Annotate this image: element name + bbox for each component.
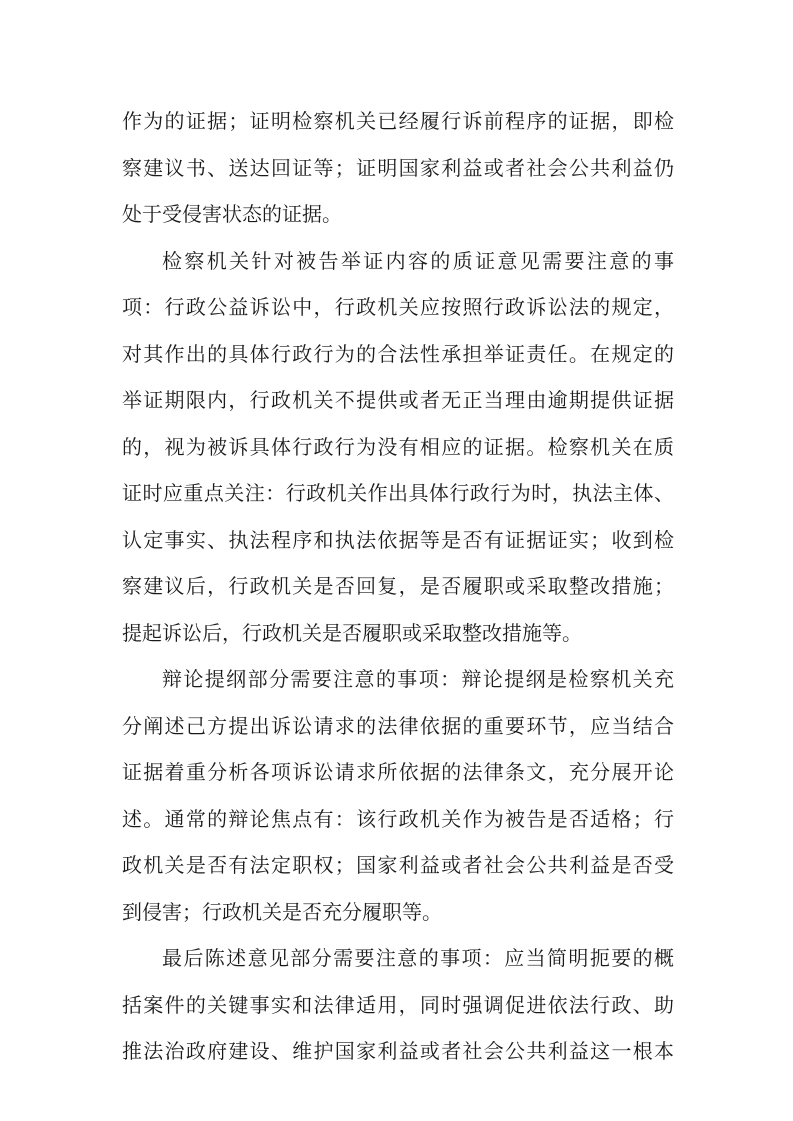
text-line: 最后陈述意见部分需要注意的事项：应当简明扼要的概 [162,946,674,970]
paragraph-debate-outline [122,656,674,935]
text-line: 察建议书、送达回证等；证明国家利益或者社会公共利益仍 [122,155,674,180]
text-line: 括案件的关键事实和法律适用，同时强调促进依法行政、助 [122,992,674,1017]
text-line: 举证期限内，行政机关不提供或者无正当理由逾期提供证据 [122,388,674,412]
text-line: 辩论提纲部分需要注意的事项：辩论提纲是检察机关充 [162,667,674,691]
text-line: 到侵害；行政机关是否充分履职等。 [122,899,442,924]
document-body [122,98,674,1075]
text-line: 述。通常的辩论焦点有：该行政机关作为被告是否适格；行 [122,806,674,831]
text-line: 证时应重点关注：行政机关作出具体行政行为时，执法主体、 [122,481,674,505]
paragraph-evidence-continuation [122,98,674,238]
text-line: 处于受侵害状态的证据。 [122,202,342,226]
text-line: 分阐述己方提出诉讼请求的法律依据的重要环节，应当结合 [122,713,674,738]
text-line: 政机关是否有法定职权；国家利益或者社会公共利益是否受 [122,853,674,877]
text-line: 作为的证据；证明检察机关已经履行诉前程序的证据，即检 [122,109,674,133]
text-line: 项：行政公益诉讼中，行政机关应按照行政诉讼法的规定， [122,295,674,319]
text-line: 检察机关针对被告举证内容的质证意见需要注意的事 [162,248,674,273]
paragraph-final-statement [122,935,674,1075]
text-line: 提起诉讼后，行政机关是否履职或采取整改措施等。 [122,620,582,645]
text-line: 证据着重分析各项诉讼请求所依据的法律条文，充分展开论 [122,760,674,784]
paragraph-cross-examination [122,238,674,657]
text-line: 认定事实、执法程序和执法依据等是否有证据证实；收到检 [122,527,674,552]
text-line: 的，视为被诉具体行政行为没有相应的证据。检察机关在质 [122,434,674,459]
text-line: 推法治政府建设、维护国家利益或者社会公共利益这一根本 [122,1039,674,1063]
text-line: 察建议后，行政机关是否回复，是否履职或采取整改措施； [122,574,674,598]
text-line: 对其作出的具体行政行为的合法性承担举证责任。在规定的 [122,341,674,366]
